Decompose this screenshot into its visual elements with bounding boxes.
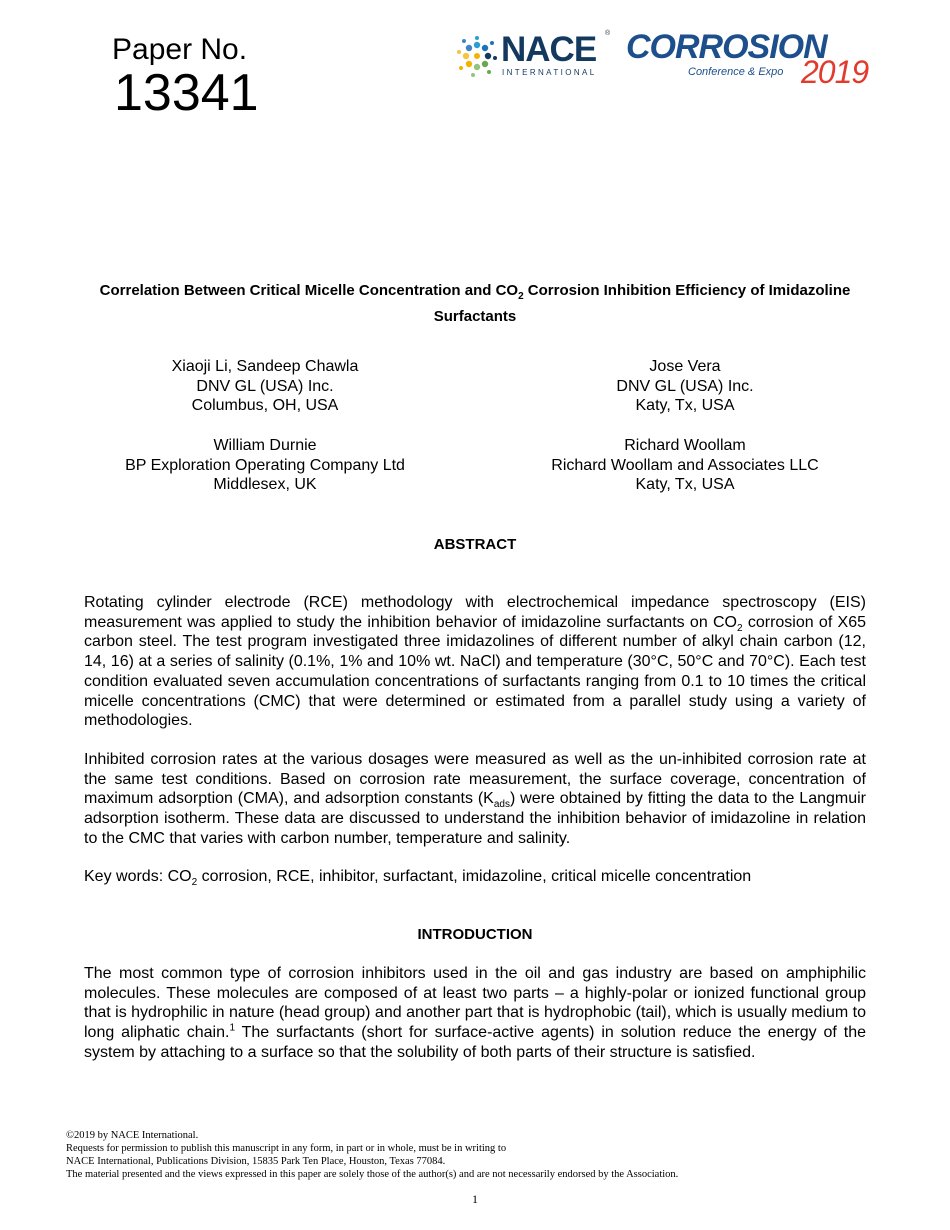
author-name: Jose Vera xyxy=(649,358,721,375)
intro-p1-text-a: The most common type of corrosion inhibitors used in the oil and gas industry are based on amphiphilic molecules. These molecules are composed of at least two parts – a highly-polar or ionized functional group that is hydrophilic in nature (head group) and another part that is hydrophobic (tail), which is usually medium to long aliphatic chain. xyxy=(84,965,866,1042)
intro-p1-text-b: The surfactants (short for surface-active agents) in solution reduce the energy of the system by attaching to a surface so that the solubility of both parts of their structure is satisfied. xyxy=(84,1024,866,1061)
author-block-2 xyxy=(520,357,850,416)
nace-emblem-icon xyxy=(455,34,499,78)
title-subscript: 2 xyxy=(518,291,524,302)
abstract-p1-text-a: Rotating cylinder electrode (RCE) methodology with electrochemical impedance spectroscopy (EIS) measurement was applied to study the inhibition behavior of imidazoline surfactants on CO xyxy=(84,594,866,631)
introduction-paragraph-1 xyxy=(84,964,866,1063)
nace-logo-subtext: INTERNATIONAL xyxy=(502,68,597,77)
footer-address: NACE International, Publications Division, 15835 Park Ten Place, Houston, Texas 77084. xyxy=(66,1156,446,1167)
corrosion-logo-subtext: Conference & Expo xyxy=(688,66,784,78)
author-location: Middlesex, UK xyxy=(213,476,317,494)
author-block-3 xyxy=(100,436,430,495)
abstract-p2-text-b: ) were obtained by fitting the data to the Langmuir adsorption isotherm. These data are discussed to understand the inhibition behavior of imidazoline in relation to the CMC that varies with carbon number, temperature and salinity. xyxy=(84,790,867,847)
author-affiliation: BP Exploration Operating Company Ltd xyxy=(125,456,405,474)
paper-title xyxy=(80,281,870,327)
author-name: Xiaoji Li, Sandeep Chawla xyxy=(171,358,359,375)
footer-permission: Requests for permission to publish this manuscript in any form, in part or in whole, must be in writing to xyxy=(66,1143,507,1154)
paper-number-label: Paper No. xyxy=(112,33,248,66)
author-location: Katy, Tx, USA xyxy=(635,397,735,415)
copyright-footer xyxy=(66,1129,886,1181)
keywords-subscript: 2 xyxy=(191,877,198,889)
abstract-p1-subscript: 2 xyxy=(737,622,743,634)
nace-logo xyxy=(455,30,615,78)
nace-registered-mark: ® xyxy=(605,30,611,37)
abstract-paragraph-2 xyxy=(84,750,866,849)
author-affiliation: DNV GL (USA) Inc. xyxy=(196,377,334,395)
abstract-p1-text-b: corrosion of X65 carbon steel. The test program investigated three imidazolines of different number of alkyl chain carbon (12, 14, 16) at a series of salinity (0.1%, 1% and 10% wt. NaCl) and temperature (30°C, 50°C and 70°C). Each test condition evaluated seven accumulation concentrations of surfactants ranging from 0.1 to 10 times the critical micelle concentrations (CMC) that were determined or estimated from a parallel study using a variety of methodologies. xyxy=(84,613,867,730)
paper-number-block xyxy=(112,34,259,120)
page-number: 1 xyxy=(472,1192,478,1206)
abstract-heading: ABSTRACT xyxy=(433,536,517,553)
author-name: William Durnie xyxy=(213,437,317,454)
title-part-1: Correlation Between Critical Micelle Concentration and CO xyxy=(99,282,519,299)
abstract-p2-text-a: Inhibited corrosion rates at the various dosages were measured as well as the un-inhibited corrosion rate at the same test conditions. Based on corrosion rate measurement, the surface coverage, concentration of maximum adsorption (CMA), and adsorption constants (K xyxy=(84,751,866,808)
author-location: Columbus, OH, USA xyxy=(191,397,339,415)
keywords xyxy=(84,867,866,887)
nace-logo-text: NACE xyxy=(501,30,597,69)
corrosion-2019-logo xyxy=(626,28,886,88)
author-affiliation: DNV GL (USA) Inc. xyxy=(616,377,754,395)
footer-disclaimer: The material presented and the views expressed in this paper are solely those of the author(s) and are not necessarily endorsed by the Association. xyxy=(66,1169,679,1180)
keywords-text-b: corrosion, RCE, inhibitor, surfactant, imidazoline, critical micelle concentration xyxy=(197,868,752,885)
keywords-text-a: Key words: CO xyxy=(84,868,192,885)
introduction-heading: INTRODUCTION xyxy=(417,926,533,943)
abstract-paragraph-1 xyxy=(84,593,866,731)
corrosion-logo-year: 2019 xyxy=(801,54,869,90)
author-location: Katy, Tx, USA xyxy=(635,476,735,494)
abstract-p2-subscript: ads xyxy=(493,799,510,811)
intro-p1-citation: 1 xyxy=(229,1022,236,1034)
author-name: Richard Woollam xyxy=(624,437,746,454)
footer-copyright: ©2019 by NACE International. xyxy=(66,1130,199,1141)
title-part-2: Corrosion Inhibition Efficiency of Imidazoline Surfactants xyxy=(433,282,851,325)
paper-number: 13341 xyxy=(114,64,259,122)
corrosion-logo-text: CORROSION xyxy=(626,28,827,66)
author-block-1 xyxy=(100,357,430,416)
author-block-4 xyxy=(520,436,850,495)
author-affiliation: Richard Woollam and Associates LLC xyxy=(551,456,819,474)
